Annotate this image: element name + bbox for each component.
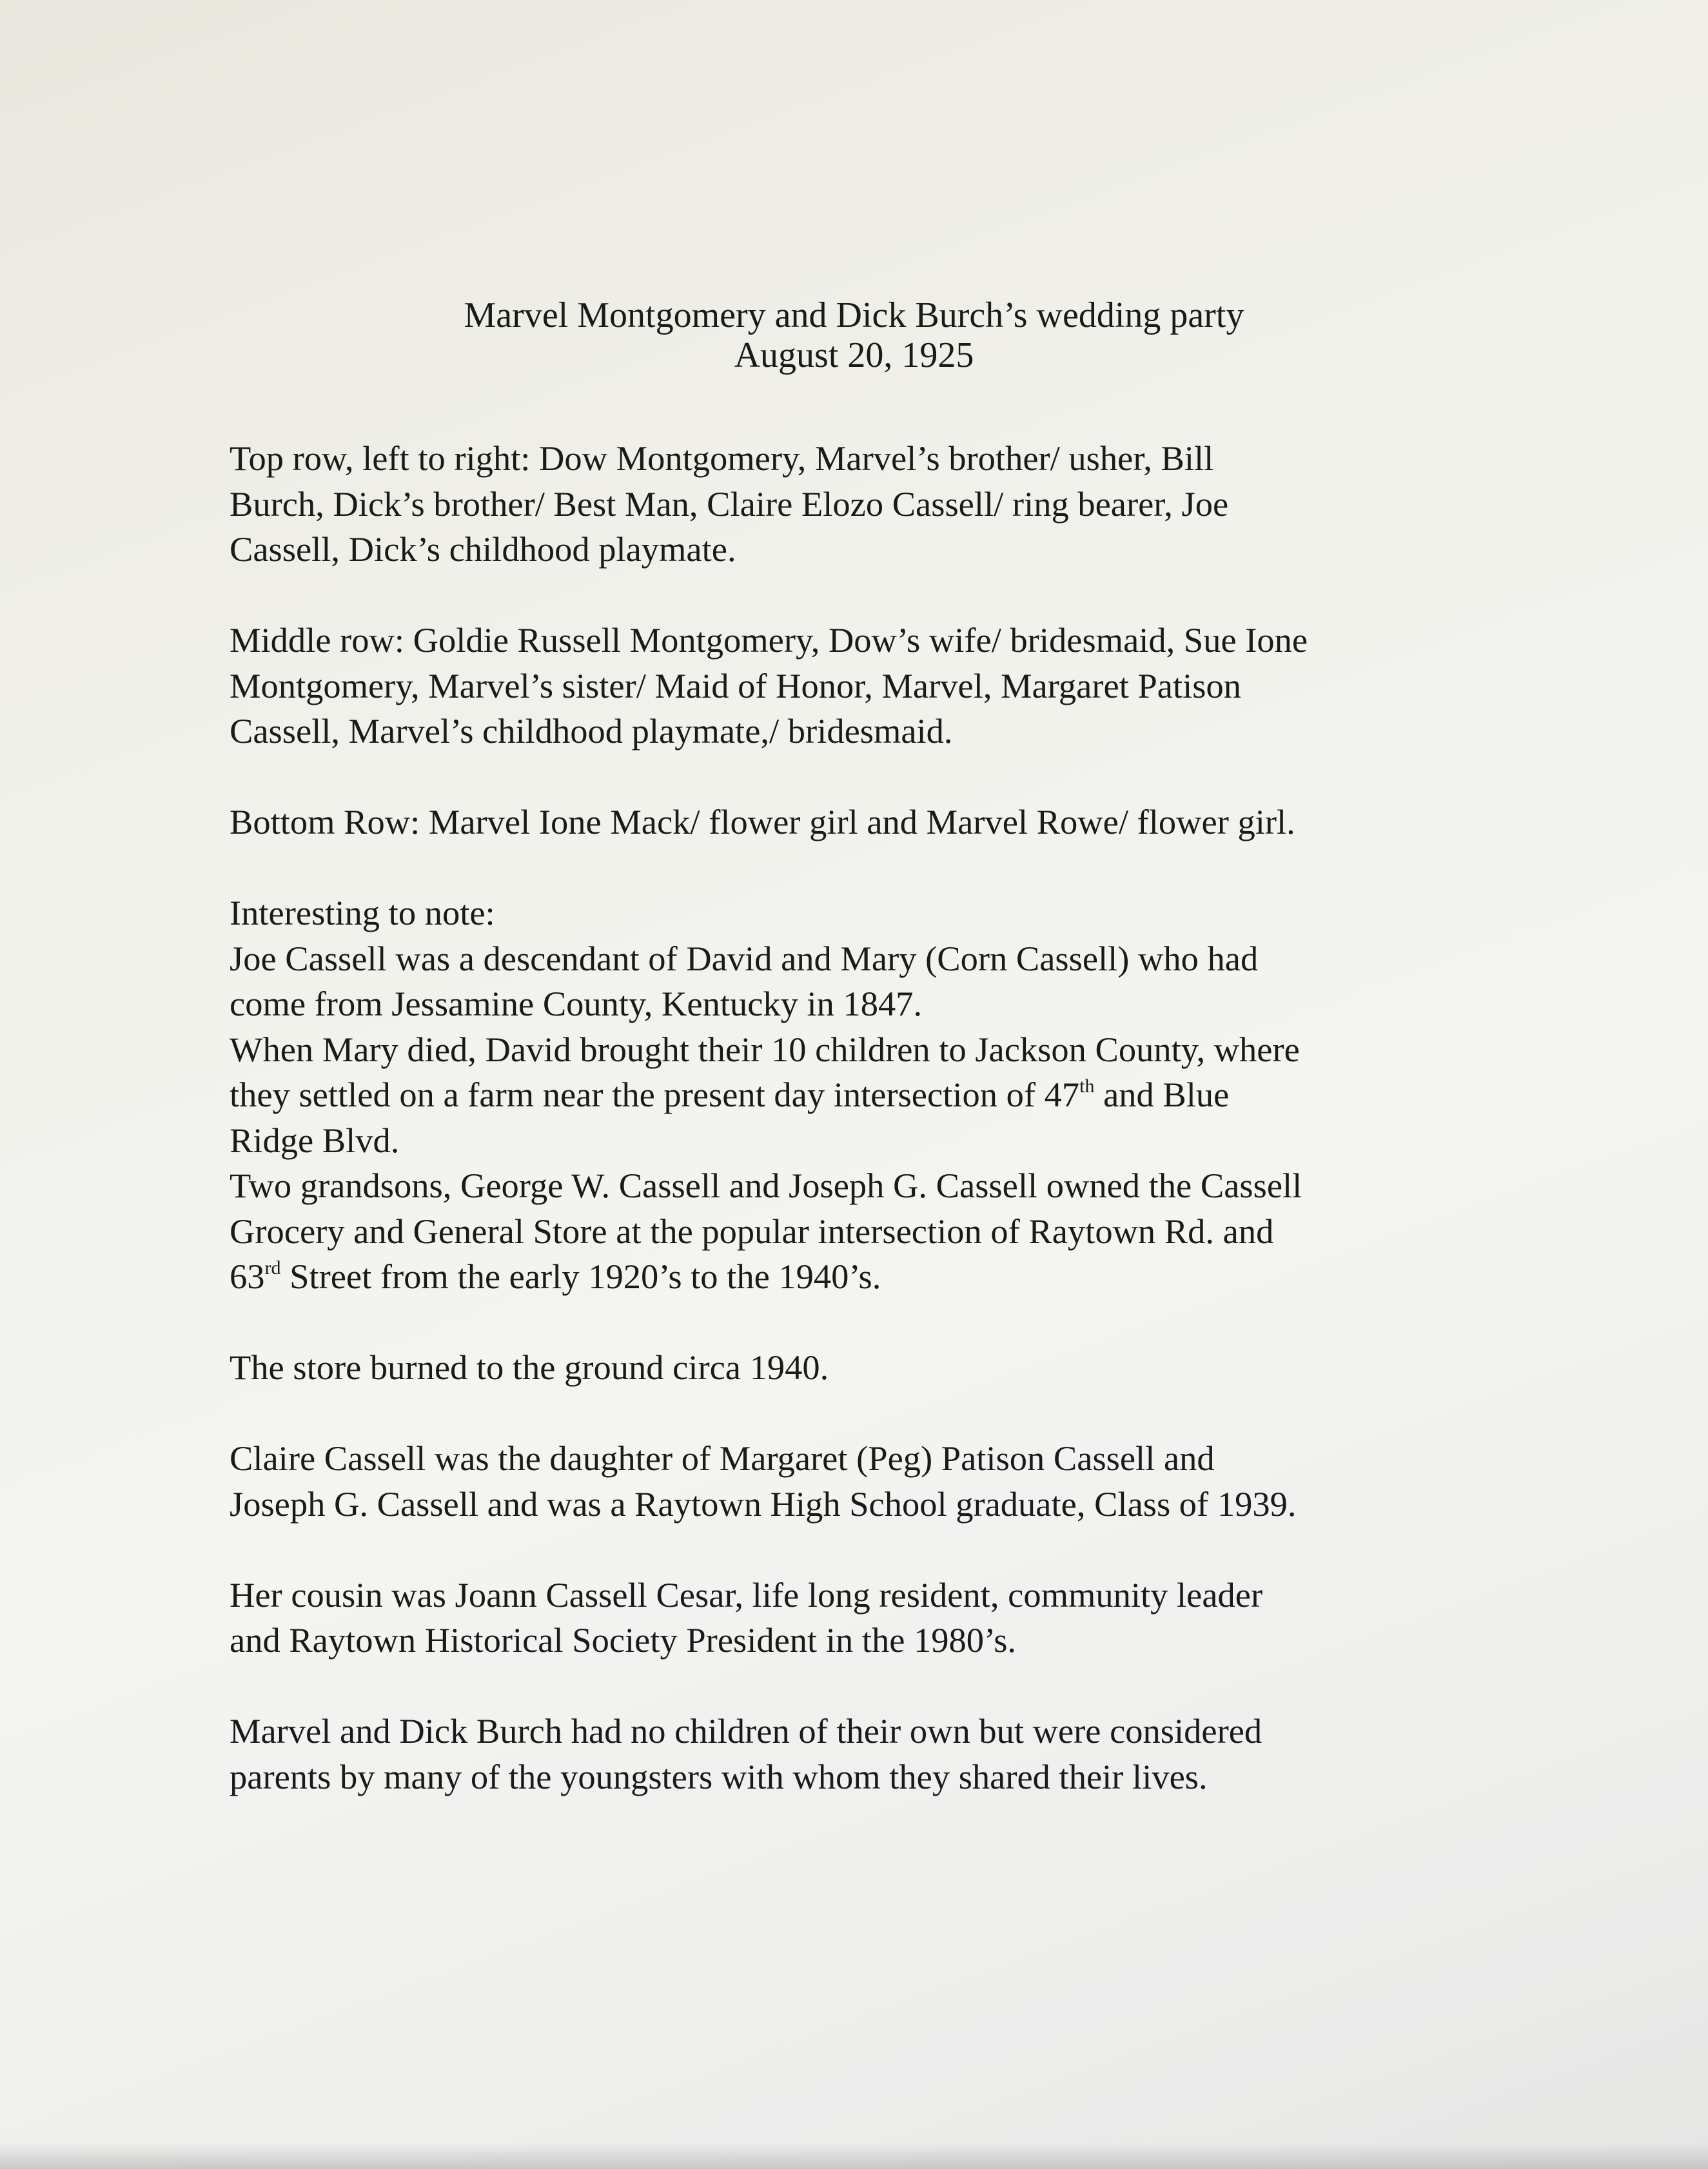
text-line: Two grandsons, George W. Cassell and Joseph G. Cassell owned the Cassell — [230, 1166, 1302, 1205]
text-line — [230, 1254, 1519, 1300]
document-header — [0, 295, 1708, 375]
text-line: Bottom Row: Marvel Ione Mack/ flower girl and Marvel Rowe/ flower girl. — [230, 802, 1295, 841]
text-line: Montgomery, Marvel’s sister/ Maid of Honor, Marvel, Margaret Patison — [230, 665, 1241, 705]
middle-row-paragraph — [230, 618, 1519, 754]
text-line — [230, 1072, 1519, 1118]
text-segment: and Blue — [1094, 1075, 1230, 1114]
superscript: rd — [264, 1257, 281, 1279]
text-line: parents by many of the youngsters with whom they shared their lives. — [230, 1756, 1208, 1796]
text-line: Grocery and General Store at the popular intersection of Raytown Rd. and — [230, 1211, 1274, 1251]
text-line: and Raytown Historical Society President in the 1980’s. — [230, 1620, 1017, 1660]
text-line: Her cousin was Joann Cassell Cesar, life long resident, community leader — [230, 1575, 1263, 1614]
closing-paragraph — [230, 1709, 1519, 1800]
text-line: Joe Cassell was a descendant of David and Mary (Corn Cassell) who had — [230, 938, 1259, 978]
superscript: th — [1079, 1075, 1095, 1097]
text-line: The store burned to the ground circa 1940. — [230, 1348, 829, 1387]
text-line: Top row, left to right: Dow Montgomery, Marvel’s brother/ usher, Bill — [230, 438, 1214, 478]
text-line: Claire Cassell was the daughter of Margaret (Peg) Patison Cassell and — [230, 1438, 1215, 1478]
page-bottom-shadow — [0, 2143, 1708, 2169]
text-line: Ridge Blvd. — [230, 1120, 400, 1160]
text-line: When Mary died, David brought their 10 children to Jackson County, where — [230, 1029, 1300, 1069]
text-segment: they settled on a farm near the present day intersection of 47 — [230, 1075, 1080, 1114]
text-line: Cassell, Marvel’s childhood playmate,/ bridesmaid. — [230, 711, 953, 751]
note-heading: Interesting to note: — [230, 893, 495, 932]
cousin-paragraph — [230, 1573, 1519, 1664]
text-line: Burch, Dick’s brother/ Best Man, Claire Elozo Cassell/ ring bearer, Joe — [230, 484, 1229, 524]
text-segment: Street from the early 1920’s to the 1940’s. — [280, 1257, 881, 1296]
interesting-note-paragraph — [230, 890, 1519, 1300]
bottom-row-paragraph — [230, 800, 1519, 845]
text-line: come from Jessamine County, Kentucky in 1847. — [230, 984, 923, 1023]
text-line: Cassell, Dick’s childhood playmate. — [230, 529, 736, 569]
text-line: Middle row: Goldie Russell Montgomery, Dow’s wife/ bridesmaid, Sue Ione — [230, 620, 1308, 660]
text-line: Marvel and Dick Burch had no children of their own but were considered — [230, 1711, 1262, 1751]
document-date: August 20, 1925 — [734, 335, 974, 375]
text-segment: 63 — [230, 1257, 265, 1296]
document-body — [230, 436, 1519, 1800]
store-burned-paragraph — [230, 1345, 1519, 1391]
document-title: Marvel Montgomery and Dick Burch’s wedding party — [464, 295, 1244, 335]
claire-paragraph — [230, 1436, 1519, 1527]
top-row-paragraph — [230, 436, 1519, 573]
text-line: Joseph G. Cassell and was a Raytown High School graduate, Class of 1939. — [230, 1484, 1297, 1524]
